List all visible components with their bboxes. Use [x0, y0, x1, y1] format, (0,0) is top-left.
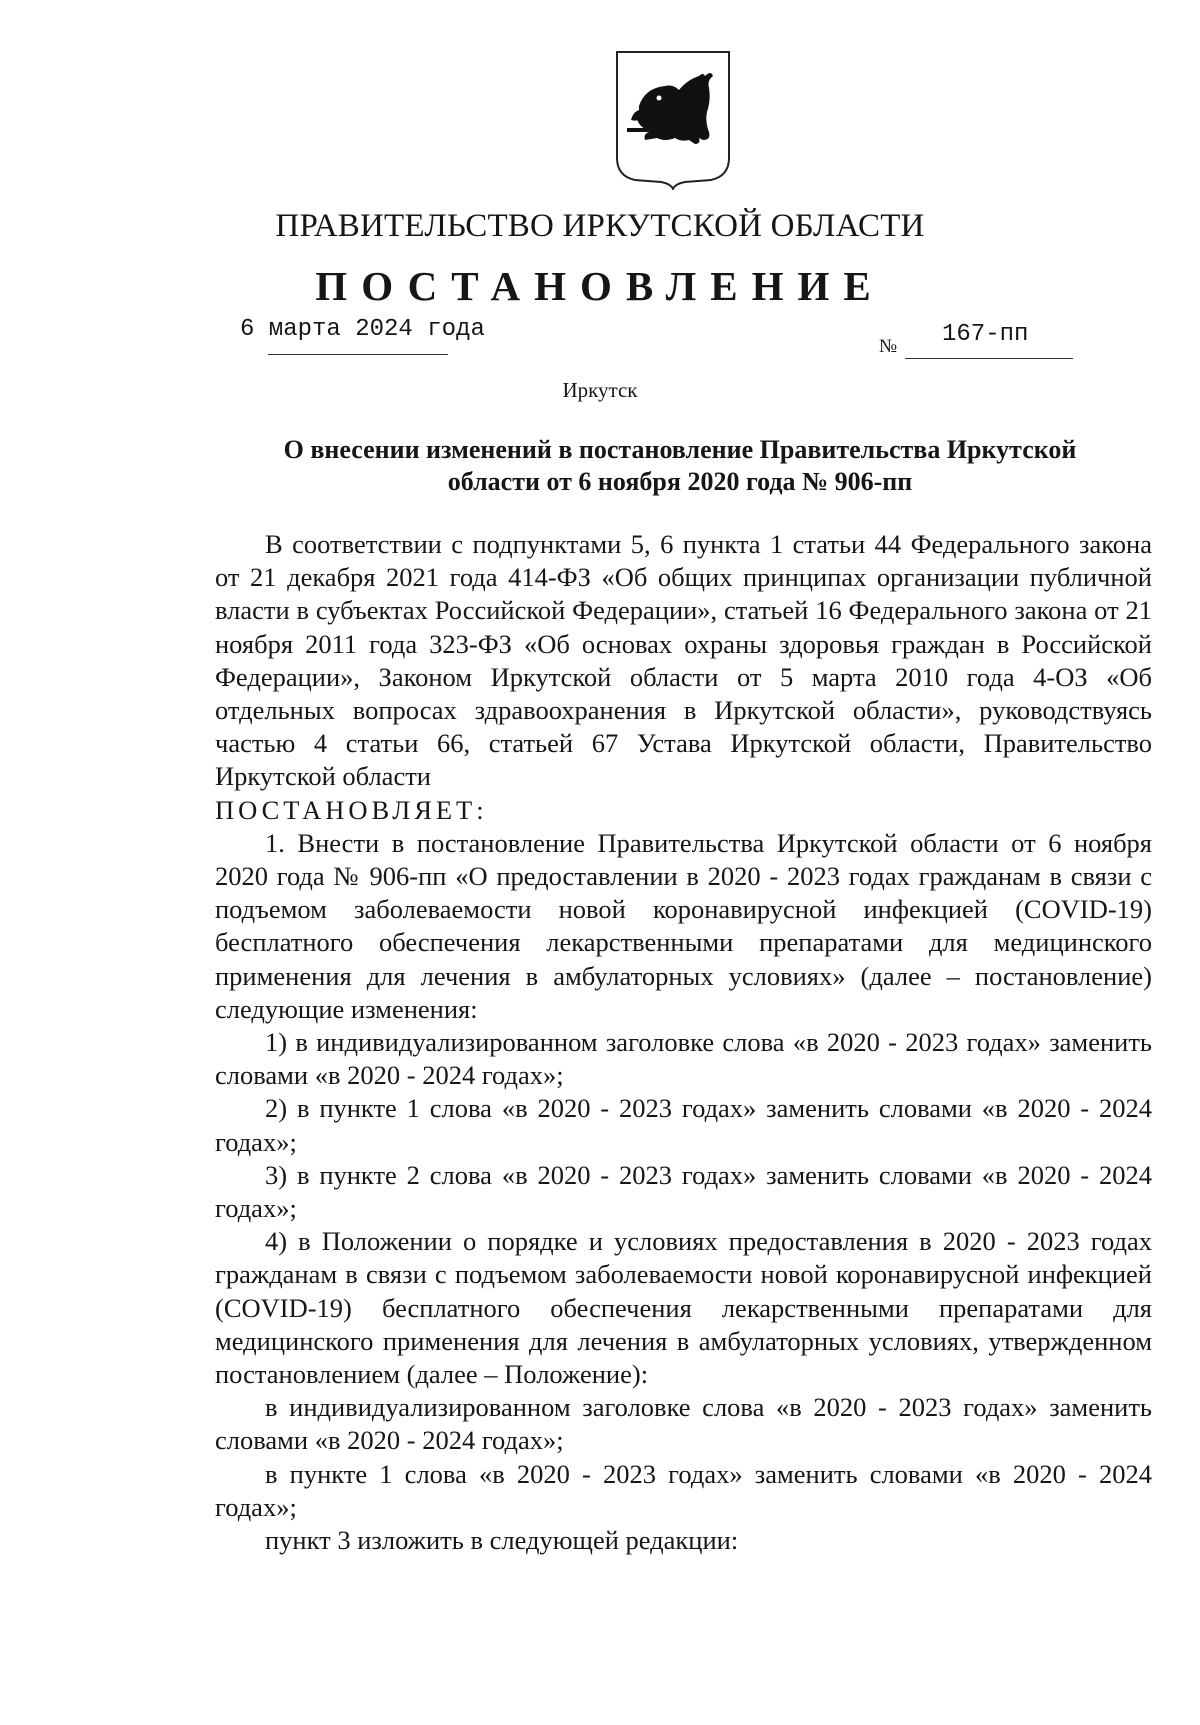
subitem-3: 3) в пункте 2 слова «в 2020 - 2023 годах» заменить словами «в 2020 - 2024 годах»; [215, 1159, 1152, 1224]
subitem-4a: в индивидуализированном заголовке слова «в 2020 - 2023 годах» заменить словами «в 2020 - 2024 годах»; [215, 1392, 1152, 1456]
number-sign: № [879, 336, 898, 357]
subitem-1: 1) в индивидуализированном заголовке слова «в 2020 - 2023 годах» заменить словами «в 2020 - 2024 годах»; [215, 1027, 1152, 1091]
document-number: 167-пп [942, 321, 1029, 348]
document-title [220, 434, 1140, 498]
subitem-4c: пункт 3 изложить в следующей редакции: [265, 1525, 739, 1556]
government-name: ПРАВИТЕЛЬСТВО ИРКУТСКОЙ ОБЛАСТИ [275, 208, 925, 244]
item-1: 1. Внести в постановление Правительства Иркутской области от 6 ноября 2020 года № 906-пп «О предоставлении в 2020 - 2023 годах гражданам в связи с подъемом заболеваемости новой коронавирусной инфекцией (COVID-19) бесплатного обеспечения лекарственными препаратами для медицинского применения для лечения в амбулаторных условиях» (далее – постановление) следующие изменения: [215, 827, 1152, 1024]
coat-of-arms-icon [615, 50, 731, 190]
document-date: 6 марта 2024 года [240, 316, 485, 343]
resolves-heading: ПОСТАНОВЛЯЕТ: [215, 794, 488, 825]
subitem-4: 4) в Положении о порядке и условиях предоставления в 2020 - 2023 годах гражданам в связи с подъемом заболеваемости новой коронавирусной инфекцией (COVID-19) бесплатного обеспечения лекарственными препаратами для медицинского применения для лечения в амбулаторных условиях, утвержденном постановлением (далее – Положение): [215, 1226, 1152, 1390]
city: Иркутск [562, 378, 638, 402]
title-line-1: О внесении изменений в постановление Правительства Иркутской [283, 435, 1077, 464]
date-underline [268, 354, 448, 355]
document-body [215, 528, 1152, 1557]
preamble-paragraph: В соответствии с подпунктами 5, 6 пункта 1 статьи 44 Федерального закона от 21 декабря 2021 года 414-ФЗ «Об общих принципах организации публичной власти в субъектах Российской Федерации», статьей 16 Федерального закона от 21 ноября 2011 года 323-ФЗ «Об основах охраны здоровья граждан в Российской Федерации», Законом Иркутской области от 5 марта 2010 года 4-ОЗ «Об отдельных вопросах здравоохранения в Иркутской области», руководствуясь частью 4 статьи 66, статьей 67 Устава Иркутской области, Правительство Иркутской области [215, 529, 1152, 792]
subitem-4b: в пункте 1 слова «в 2020 - 2023 годах» заменить словами «в 2020 - 2024 годах»; [215, 1458, 1152, 1522]
title-line-2: области от 6 ноября 2020 года № 906-пп [447, 467, 913, 496]
subitem-2: 2) в пункте 1 слова «в 2020 - 2023 годах» заменить словами «в 2020 - 2024 годах»; [215, 1093, 1152, 1157]
document-type: ПОСТАНОВЛЕНИЕ [315, 263, 885, 309]
number-underline [905, 358, 1073, 359]
